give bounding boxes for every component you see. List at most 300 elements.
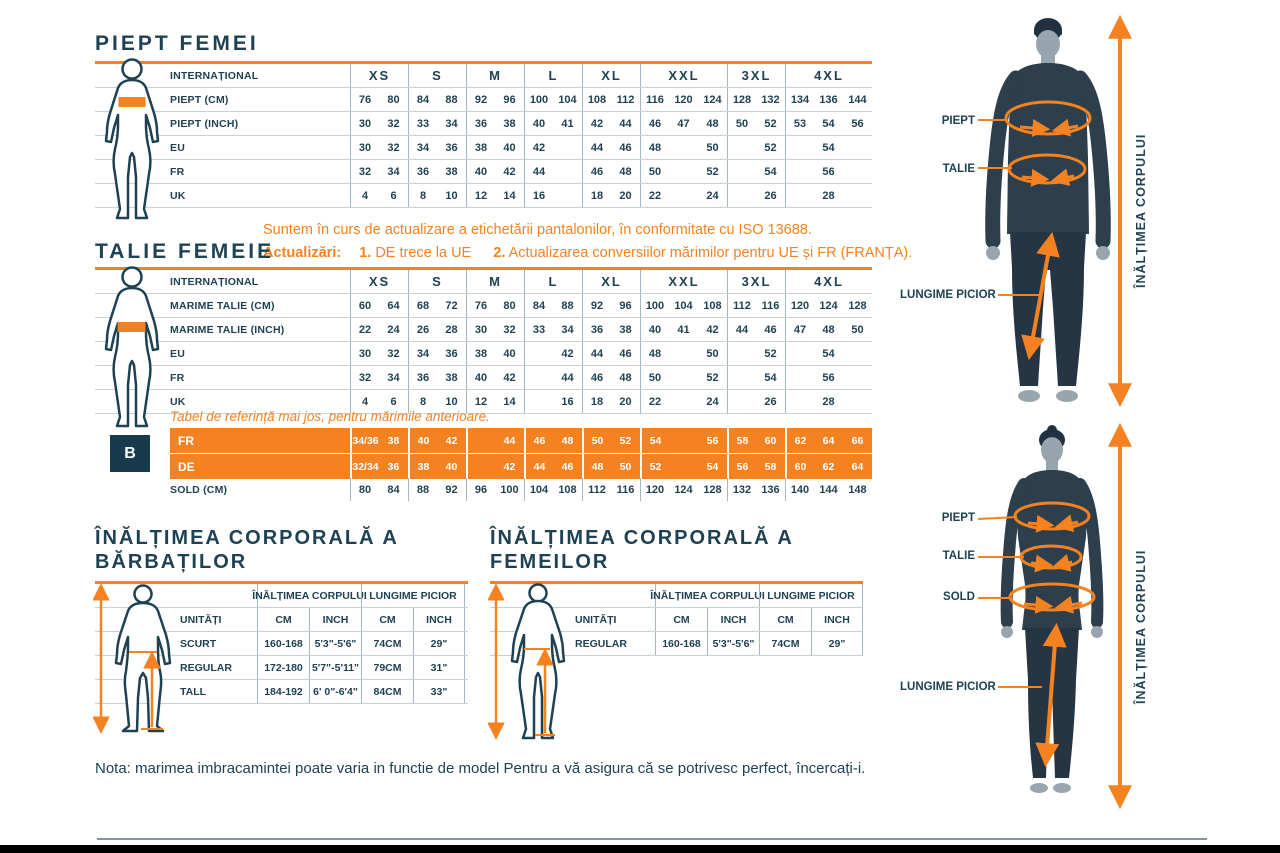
size-cell: 28 [445, 323, 458, 336]
size-cell: 64 [851, 460, 864, 473]
size-cell [669, 454, 698, 479]
b-badge: B [110, 435, 150, 472]
size-cell: 80 [350, 478, 379, 501]
height-cell: 33" [413, 680, 465, 703]
size-cell: 124 [819, 299, 838, 312]
size-cell: 50 [706, 347, 719, 360]
size-cell: 62 [822, 460, 835, 473]
size-cell: 48 [706, 117, 719, 130]
size-cell: 116 [616, 483, 635, 496]
height-cell: 29" [413, 632, 465, 655]
unit-header: CM [361, 608, 413, 631]
size-cell: 16 [524, 184, 553, 207]
size-cell: 88 [408, 478, 437, 501]
size-group-header: L [524, 270, 582, 293]
size-cell: 54 [822, 347, 835, 360]
size-cell: 112 [727, 294, 756, 317]
size-cell [553, 160, 582, 183]
size-cell: 14 [503, 189, 516, 202]
size-group-header: M [466, 64, 524, 87]
size-cell: 36 [445, 347, 458, 360]
size-cell [669, 184, 698, 207]
size-cell: 44 [582, 342, 611, 365]
size-cell: 18 [582, 390, 611, 413]
size-cell: 34 [408, 342, 437, 365]
size-cell: 108 [703, 299, 722, 312]
size-cell: 124 [703, 93, 722, 106]
size-cell: 42 [706, 323, 719, 336]
size-cell: 42 [524, 136, 553, 159]
bottom-black-bar [0, 845, 1280, 853]
size-cell: 36 [387, 460, 400, 473]
units-label: UNITĂȚI [180, 613, 222, 626]
size-cell [785, 136, 814, 159]
size-table-row [95, 184, 872, 208]
size-cell: 52 [640, 454, 669, 479]
size-cell: 124 [674, 483, 693, 496]
height-cell: 6' 0"-6'4" [309, 680, 361, 703]
size-cell: 92 [445, 483, 458, 496]
women-height-title [490, 526, 794, 574]
size-cell: 44 [524, 454, 553, 479]
height-row-label: REGULAR [575, 637, 627, 650]
men-height-title [95, 526, 399, 574]
size-cell: 132 [727, 478, 756, 501]
size-cell: 104 [524, 478, 553, 501]
legacy-size-row [170, 428, 872, 454]
size-cell: 50 [640, 366, 669, 389]
size-cell: 56 [822, 165, 835, 178]
size-cell: 100 [524, 88, 553, 111]
size-cell: 38 [503, 117, 516, 130]
size-group-header: XS [350, 64, 408, 87]
size-cell: 60 [764, 434, 777, 447]
size-cell [727, 136, 756, 159]
row-label: FR [170, 371, 185, 384]
size-cell [727, 390, 756, 413]
size-cell: 46 [764, 323, 777, 336]
size-group-header: 3XL [727, 270, 785, 293]
footer-divider [97, 838, 1207, 840]
update-notice [263, 245, 912, 261]
male-figure-block [900, 8, 1200, 413]
size-cell: 42 [503, 460, 516, 473]
size-cell: 52 [706, 165, 719, 178]
size-cell: 26 [764, 189, 777, 202]
size-cell: 84 [524, 294, 553, 317]
size-cell: 42 [503, 165, 516, 178]
size-table-row [95, 112, 872, 136]
size-cell: 134 [785, 88, 814, 111]
size-cell: 38 [445, 165, 458, 178]
size-cell: 40 [503, 141, 516, 154]
size-table-row [95, 88, 872, 112]
size-cell: 104 [558, 93, 577, 106]
size-cell: 32 [387, 347, 400, 360]
size-cell: 38 [466, 342, 495, 365]
size-cell [669, 428, 698, 453]
size-cell: 56 [706, 434, 719, 447]
size-cell: 33 [408, 112, 437, 135]
size-group-header: S [408, 64, 466, 87]
size-cell: 44 [582, 136, 611, 159]
size-cell: 96 [503, 93, 516, 106]
size-cell: 116 [761, 299, 780, 312]
size-cell: 40 [640, 318, 669, 341]
size-cell [466, 428, 495, 453]
chest-size-table [95, 61, 872, 208]
size-cell: 84 [408, 88, 437, 111]
height-cell: 79CM [361, 656, 413, 679]
update-prefix: Actualizări: [263, 245, 342, 261]
size-cell: 56 [851, 117, 864, 130]
female-chest-label: PIEPT [941, 512, 975, 524]
height-cell: 172-180 [257, 656, 309, 679]
size-cell: 44 [727, 318, 756, 341]
size-cell: 38 [619, 323, 632, 336]
size-table-row [95, 366, 872, 390]
height-cell: 184-192 [257, 680, 309, 703]
size-cell [669, 390, 698, 413]
size-cell: 46 [561, 460, 574, 473]
size-group-header: M [466, 270, 524, 293]
table-corner-label: INTERNAȚIONAL [170, 69, 259, 82]
size-cell: 42 [503, 371, 516, 384]
size-cell: 58 [727, 428, 756, 453]
size-group-header: 4XL [785, 270, 872, 293]
size-cell: 47 [677, 117, 690, 130]
female-height-label: ÎNĂLȚIMEA CORPULUI [1134, 549, 1148, 705]
size-table-row [95, 136, 872, 160]
size-cell: 20 [619, 189, 632, 202]
male-height-label: ÎNĂLȚIMEA CORPULUI [1134, 133, 1148, 289]
size-cell: 32 [350, 366, 379, 389]
size-cell: 20 [619, 395, 632, 408]
height-group-header: ÎNĂLȚIMEA CORPULUI [257, 584, 361, 607]
iso-update-notice: Suntem în curs de actualizare a etichetării pantalonilor, în conformitate cu ISO 13688. [263, 222, 812, 238]
female-leg-label: LUNGIME PICIOR [900, 681, 996, 693]
size-cell: 48 [822, 323, 835, 336]
size-cell: 4 [350, 184, 379, 207]
size-cell: 46 [524, 428, 553, 453]
size-cell: 36 [466, 112, 495, 135]
row-label: EU [170, 347, 185, 360]
size-cell: 32 [387, 117, 400, 130]
size-cell [466, 454, 495, 479]
size-cell [843, 160, 872, 183]
size-cell: 53 [785, 112, 814, 135]
size-cell: 128 [727, 88, 756, 111]
size-cell: 104 [674, 299, 693, 312]
unit-header: INCH [309, 608, 361, 631]
women-height-figure [488, 583, 588, 743]
size-cell: 28 [822, 395, 835, 408]
size-group-header: S [408, 270, 466, 293]
female-photo-figure [900, 420, 1200, 820]
size-table-row [95, 342, 872, 366]
size-cell: 96 [466, 478, 495, 501]
unit-header: INCH [811, 608, 863, 631]
size-cell: 66 [851, 434, 864, 447]
size-cell: 32 [350, 160, 379, 183]
size-cell: 44 [619, 117, 632, 130]
size-cell: 56 [822, 371, 835, 384]
size-table-header-row [95, 64, 872, 88]
size-cell: 92 [582, 294, 611, 317]
size-cell: 42 [561, 347, 574, 360]
size-cell: 24 [387, 323, 400, 336]
size-cell: 41 [561, 117, 574, 130]
size-cell: 46 [582, 160, 611, 183]
size-cell: 30 [350, 112, 379, 135]
size-cell [669, 136, 698, 159]
size-cell: 36 [582, 318, 611, 341]
size-cell: 38 [408, 454, 437, 479]
size-cell [727, 184, 756, 207]
legacy-size-row [170, 454, 872, 480]
size-cell: 18 [582, 184, 611, 207]
update-item2: Actualizarea conversiilor mărimilor pentru UE și FR (FRANȚA). [508, 245, 913, 261]
legacy-size-rows [170, 428, 872, 480]
size-cell: 54 [764, 165, 777, 178]
size-cell: 26 [408, 318, 437, 341]
size-cell: 76 [350, 88, 379, 111]
size-cell [843, 136, 872, 159]
size-cell: 80 [503, 299, 516, 312]
chest-table-title: PIEPT FEMEI [95, 32, 259, 55]
size-cell: 34/36 [350, 428, 379, 453]
size-cell [727, 342, 756, 365]
size-cell: 32/34 [350, 454, 379, 479]
men-height-title-line1: ÎNĂLȚIMEA CORPORALĂ A [95, 527, 399, 549]
size-cell [785, 160, 814, 183]
size-cell: 44 [503, 434, 516, 447]
size-cell: 48 [640, 136, 669, 159]
row-label: UK [170, 395, 186, 408]
size-cell: 48 [582, 454, 611, 479]
size-cell [553, 184, 582, 207]
height-row-label: TALL [180, 685, 207, 698]
size-cell: 48 [640, 342, 669, 365]
women-height-title-line2: FEMEILOR [490, 551, 610, 573]
size-cell: 54 [706, 460, 719, 473]
unit-header: CM [655, 608, 707, 631]
waist-band [118, 322, 146, 332]
size-cell [524, 366, 553, 389]
size-cell: 8 [408, 390, 437, 413]
size-cell: 52 [764, 141, 777, 154]
size-cell: 52 [706, 371, 719, 384]
size-cell: 140 [785, 478, 814, 501]
size-cell: 54 [764, 371, 777, 384]
size-cell: 34 [387, 371, 400, 384]
size-cell: 116 [640, 88, 669, 111]
size-cell: 33 [524, 318, 553, 341]
waist-table-title: TALIE FEMEIE [95, 240, 275, 263]
size-cell: 40 [408, 428, 437, 453]
size-cell: 12 [466, 184, 495, 207]
female-waist-label: TALIE [942, 550, 975, 562]
size-cell: 40 [466, 160, 495, 183]
women-height-title-line1: ÎNĂLȚIMEA CORPORALĂ A [490, 527, 794, 549]
size-cell [785, 184, 814, 207]
size-cell: 38 [445, 371, 458, 384]
male-chest-label: PIEPT [941, 115, 975, 127]
size-group-header: XL [582, 270, 640, 293]
size-cell: 42 [445, 434, 458, 447]
height-cell: 29" [811, 632, 863, 655]
size-cell: 10 [445, 395, 458, 408]
size-cell: 36 [408, 160, 437, 183]
size-cell: 92 [466, 88, 495, 111]
size-cell: 148 [848, 483, 867, 496]
size-table-row [95, 294, 872, 318]
size-cell: 108 [582, 88, 611, 111]
size-cell: 48 [561, 434, 574, 447]
chest-band [119, 97, 146, 107]
size-cell: 24 [706, 395, 719, 408]
size-table-header-row [95, 270, 872, 294]
size-cell: 12 [466, 390, 495, 413]
size-cell: 44 [561, 371, 574, 384]
unit-header: INCH [413, 608, 465, 631]
update-item2-num: 2. [493, 245, 506, 261]
height-cell: 31" [413, 656, 465, 679]
height-row-label: SCURT [180, 637, 217, 650]
sold-size-row [95, 478, 872, 501]
unit-header: CM [257, 608, 309, 631]
row-label: EU [170, 141, 185, 154]
size-cell: 100 [500, 483, 519, 496]
size-cell: 136 [761, 483, 780, 496]
row-label: MARIME TALIE (INCH) [170, 323, 285, 336]
size-cell: 120 [785, 294, 814, 317]
size-cell [727, 160, 756, 183]
unit-header: CM [759, 608, 811, 631]
size-group-header: XXL [640, 64, 727, 87]
size-cell: 68 [408, 294, 437, 317]
size-cell [843, 366, 872, 389]
row-label: FR [170, 165, 185, 178]
update-item1: DE trece la UE [375, 245, 472, 261]
size-cell: 30 [350, 342, 379, 365]
size-cell: 46 [619, 347, 632, 360]
size-cell [785, 366, 814, 389]
size-cell [843, 184, 872, 207]
size-cell: 38 [387, 434, 400, 447]
size-cell: 50 [851, 323, 864, 336]
row-label: UK [170, 189, 186, 202]
size-cell: 30 [350, 136, 379, 159]
size-cell: 46 [582, 366, 611, 389]
size-table-row [95, 318, 872, 342]
size-cell [785, 390, 814, 413]
row-label: MARIME TALIE (CM) [170, 299, 275, 312]
size-cell: 8 [408, 184, 437, 207]
size-cell: 40 [503, 347, 516, 360]
row-label: FR [178, 433, 194, 448]
size-cell [669, 160, 698, 183]
size-cell [843, 342, 872, 365]
size-cell [524, 342, 553, 365]
size-cell: 30 [466, 318, 495, 341]
size-cell: 56 [727, 454, 756, 479]
size-cell: 50 [619, 460, 632, 473]
row-label: PIEPT (INCH) [170, 117, 239, 130]
row-label: SOLD (CM) [170, 483, 228, 496]
size-group-header: XS [350, 270, 408, 293]
female-hip-label: SOLD [943, 591, 975, 603]
size-cell: 44 [524, 160, 553, 183]
waist-measure-figure [95, 263, 169, 435]
size-cell: 10 [445, 189, 458, 202]
height-cell: 5'3"-5'6" [309, 632, 361, 655]
size-cell: 128 [848, 299, 867, 312]
size-group-header: XL [582, 64, 640, 87]
size-cell [785, 342, 814, 365]
leg-group-header: LUNGIME PICIOR [361, 584, 465, 607]
size-cell: 96 [619, 299, 632, 312]
size-cell: 52 [764, 347, 777, 360]
male-waist-label: TALIE [942, 163, 975, 175]
size-group-header: 4XL [785, 64, 872, 87]
size-cell: 76 [466, 294, 495, 317]
size-cell: 80 [387, 93, 400, 106]
size-cell: 6 [390, 189, 397, 202]
size-cell: 6 [390, 395, 397, 408]
size-cell: 54 [640, 428, 669, 453]
size-cell: 54 [822, 117, 835, 130]
male-photo-figure [900, 8, 1200, 413]
size-cell: 34 [408, 136, 437, 159]
size-cell: 14 [503, 395, 516, 408]
size-cell: 50 [727, 112, 756, 135]
size-cell: 48 [619, 165, 632, 178]
bottom-note: Nota: marimea imbracamintei poate varia in functie de model Pentru a vă asigura că se potrivesc perfect, încercați-i. [95, 760, 866, 777]
size-cell [669, 366, 698, 389]
size-cell: 48 [619, 371, 632, 384]
height-cell: 74CM [759, 632, 811, 655]
size-cell: 50 [582, 428, 611, 453]
height-cell: 160-168 [257, 632, 309, 655]
size-cell [553, 136, 582, 159]
size-cell: 41 [677, 323, 690, 336]
size-cell: 24 [706, 189, 719, 202]
size-cell: 42 [582, 112, 611, 135]
size-cell: 112 [616, 93, 635, 106]
sold-row [95, 478, 872, 501]
size-cell: 22 [640, 390, 669, 413]
size-cell: 16 [561, 395, 574, 408]
size-cell [524, 390, 553, 413]
height-cell: 5'7"-5'11" [309, 656, 361, 679]
reference-note: Tabel de referință mai jos, pentru mărimile anterioare. [170, 409, 490, 424]
size-cell: 32 [387, 141, 400, 154]
height-row-label: REGULAR [180, 661, 232, 674]
size-cell: 4 [350, 390, 379, 413]
men-height-title-line2: BĂRBAȚILOR [95, 551, 248, 573]
size-cell: 128 [703, 483, 722, 496]
size-cell: 50 [706, 141, 719, 154]
size-cell: 88 [445, 93, 458, 106]
male-leg-label: LUNGIME PICIOR [900, 289, 996, 301]
size-cell: 34 [387, 165, 400, 178]
size-cell: 36 [445, 141, 458, 154]
size-cell: 60 [350, 294, 379, 317]
size-cell: 112 [582, 478, 611, 501]
size-cell: 132 [761, 93, 780, 106]
height-group-header: ÎNĂLȚIMEA CORPULUI [655, 584, 759, 607]
